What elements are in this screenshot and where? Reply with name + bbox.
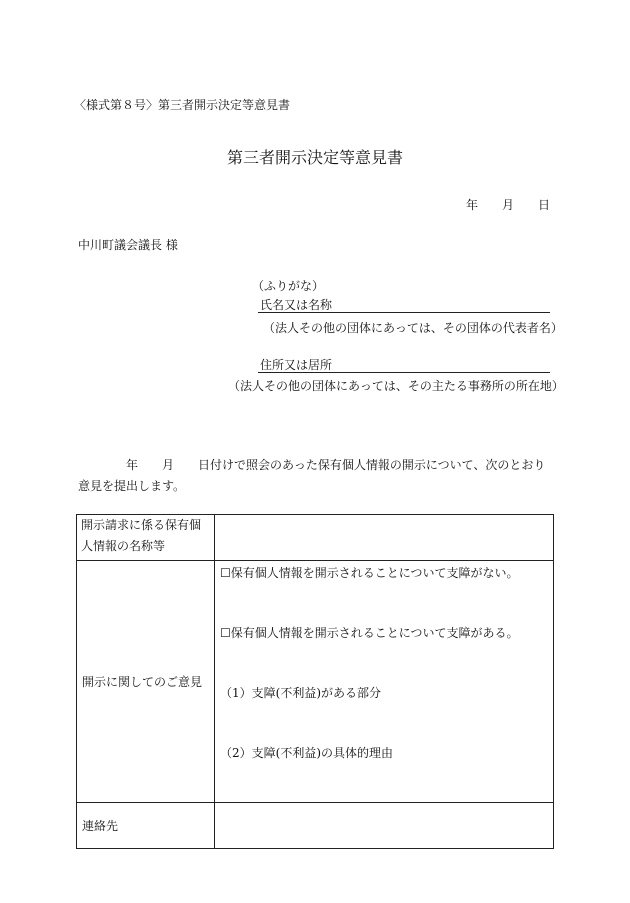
table-row-label: 連絡先 (77, 803, 215, 849)
name-note: （法人その他の団体にあっては、その団体の代表者名） (263, 321, 563, 335)
document-title: 第三者開示決定等意見書 (226, 148, 403, 167)
date-year: 年 (466, 198, 479, 212)
option-hindrance[interactable]: ☐保有個人情報を開示されることについて支障がある。 (220, 626, 519, 640)
table-row-label: 開示に関してのご意見 (77, 561, 215, 803)
name-label: 氏名又は名称 (260, 298, 333, 312)
hindrance-part-label: （1）支障(不利益)がある部分 (220, 686, 381, 700)
body-year: 年 (126, 458, 139, 472)
opinion-cell[interactable] (215, 561, 554, 803)
date-month: 月 (502, 198, 515, 212)
addressee: 中川町議会議長 様 (78, 238, 178, 252)
name-underline[interactable] (258, 312, 550, 313)
body-paragraph (78, 455, 554, 497)
contact-cell[interactable] (215, 803, 554, 849)
furigana-label: （ふりがな） (252, 279, 325, 293)
address-label: 住所又は居所 (260, 358, 333, 372)
hindrance-reason-label: （2）支障(不利益)の具体的理由 (220, 746, 393, 760)
date-line (466, 196, 550, 213)
address-underline[interactable] (258, 372, 550, 373)
body-text: 日付けで照会のあった保有個人情報の開示について、次のとおり意見を提出します。 (78, 458, 546, 493)
body-month: 月 (162, 458, 175, 472)
opinion-table (76, 514, 554, 849)
option-no-hindrance[interactable]: ☐保有個人情報を開示されることについて支障がない。 (220, 566, 519, 580)
table-row-label: 開示請求に係る保有個人情報の名称等 (77, 515, 215, 561)
date-day: 日 (538, 198, 551, 212)
form-number-label: 〈様式第８号〉第三者開示決定等意見書 (74, 98, 291, 112)
address-note: （法人その他の団体にあっては、その主たる事務所の所在地） (228, 379, 564, 393)
info-name-cell[interactable] (215, 515, 554, 561)
